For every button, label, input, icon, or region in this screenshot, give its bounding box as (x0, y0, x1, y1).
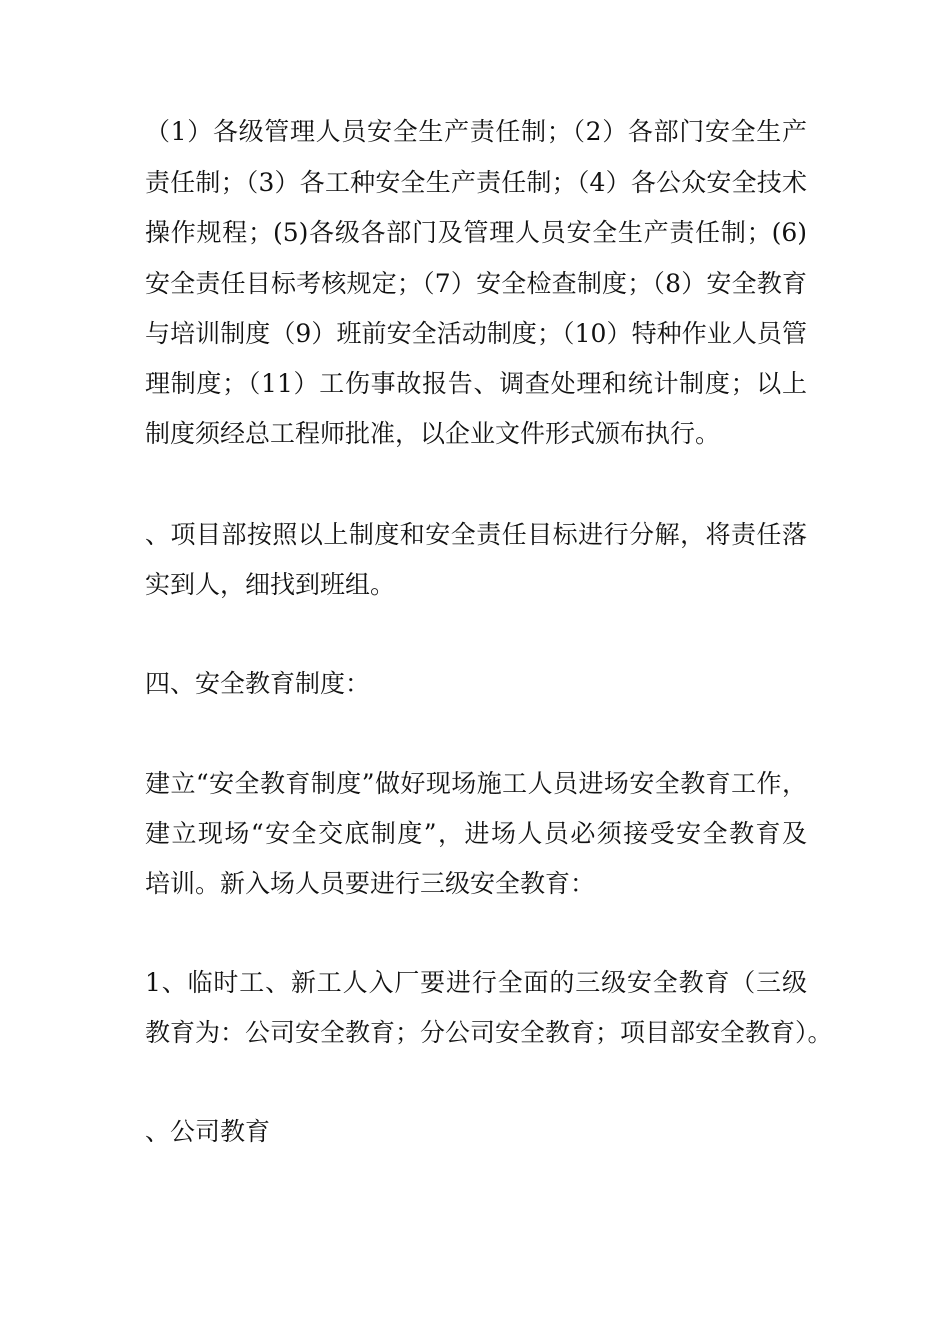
paragraph-1-line-1: （1）各级管理人员安全生产责任制；（2）各部门安全生产 (145, 117, 807, 146)
paragraph-2-line-1: 、项目部按照以上制度和安全责任目标进行分解，将责任落 (145, 520, 807, 549)
paragraph-4-line-3: 培训。新入场人员要进行三级安全教育： (145, 869, 596, 898)
paragraph-1-line-2: 责任制；（3）各工种安全生产责任制；（4）各公众安全技术 (145, 168, 807, 197)
paragraph-4-line-2: 建立现场“安全交底制度”，进场人员必须接受安全教育及 (145, 819, 807, 848)
paragraph-1-line-6: 理制度；（11）工伤事故报告、调查处理和统计制度；以上 (145, 369, 807, 398)
paragraph-5-line-1: 1、临时工、新工人入厂要进行全面的三级安全教育（三级 (145, 968, 807, 997)
paragraph-1-line-5: 与培训制度（9）班前安全活动制度；（10）特种作业人员管 (145, 319, 807, 348)
paragraph-4-line-1: 建立“安全教育制度”做好现场施工人员进场安全教育工作， (145, 769, 807, 798)
paragraph-1-line-7: 制度须经总工程师批准，以企业文件形式颁布执行。 (145, 419, 721, 448)
paragraph-2-line-2: 实到人，细找到班组。 (145, 570, 396, 599)
subsection-heading: 、公司教育 (145, 1117, 271, 1146)
paragraph-5-line-2: 教育为：公司安全教育；分公司安全教育；项目部安全教育）。 (145, 1018, 833, 1047)
paragraph-1-line-3: 操作规程；(5)各级各部门及管理人员安全生产责任制；(6) (145, 218, 807, 247)
paragraph-1-line-4: 安全责任目标考核规定；（7）安全检查制度；（8）安全教育 (145, 269, 807, 298)
section-heading: 四、安全教育制度： (145, 669, 371, 698)
